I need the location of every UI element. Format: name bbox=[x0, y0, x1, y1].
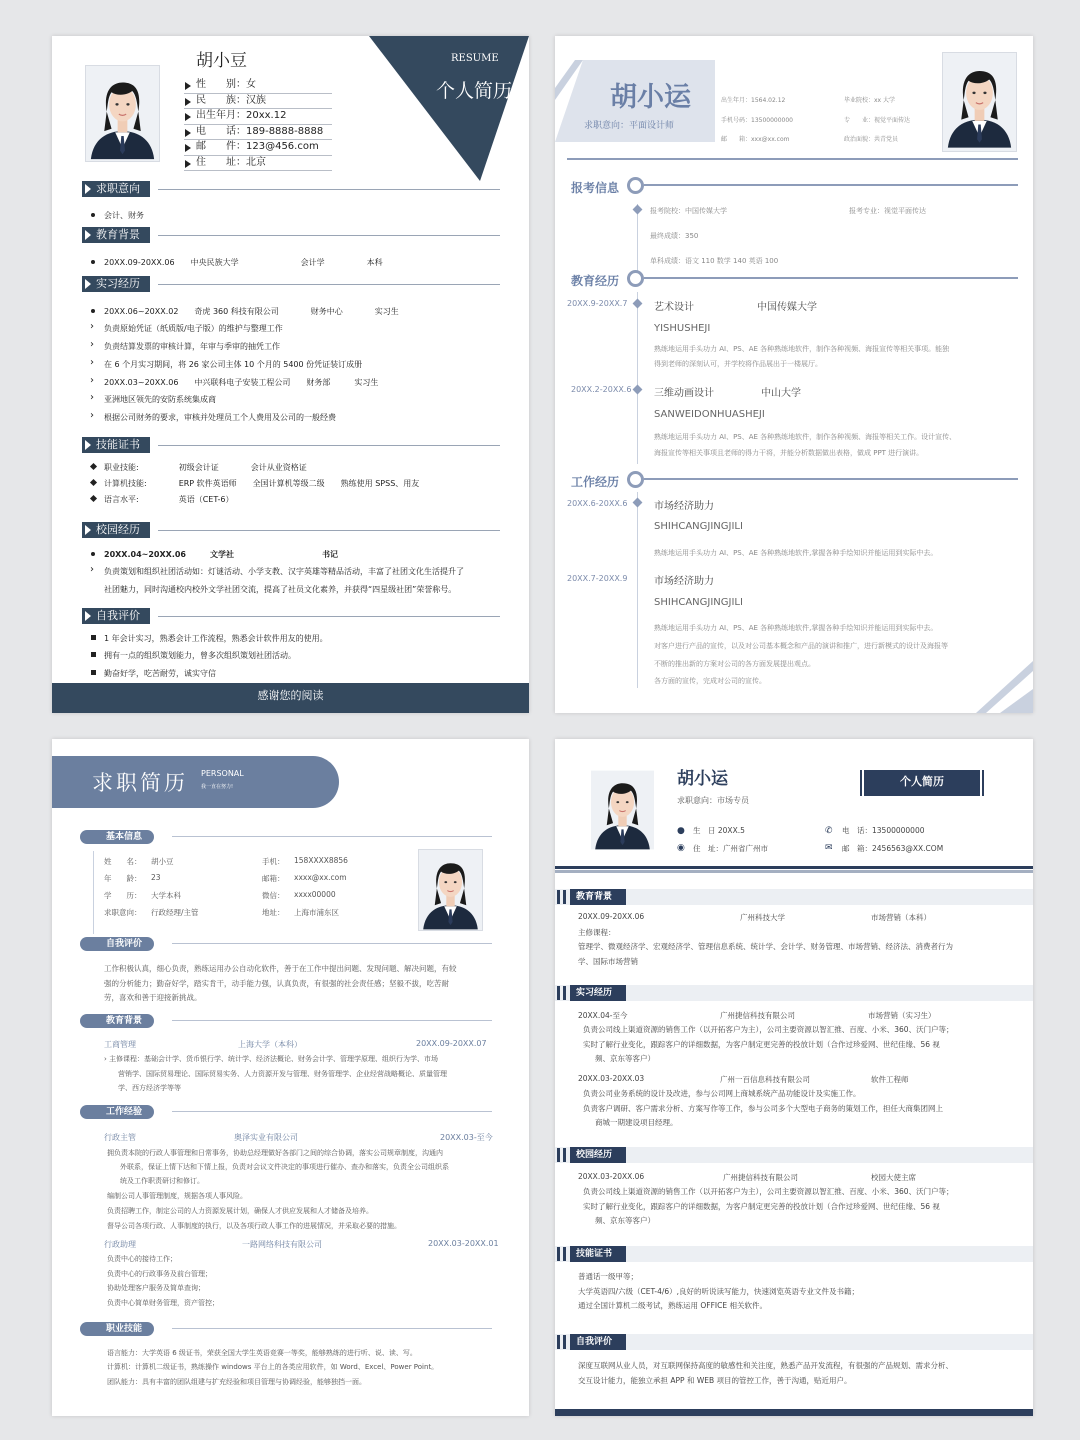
section-evaluation: 自我评价 bbox=[80, 937, 154, 951]
profile-photo bbox=[942, 52, 1017, 152]
section-internship: 实习经历 bbox=[555, 985, 1033, 1001]
edu-row: 20XX.09-20XX.06 中央民族大学 会计学 本科 bbox=[90, 257, 383, 268]
personal-info: 性 别：女 民 族：汉族 出生年月：20xx.12 电 话：189-8888-8888 邮 件：123@456.com 住 址：北京 bbox=[184, 78, 332, 171]
section-skills: 职业技能 bbox=[80, 1322, 154, 1336]
section-evaluation: 自我评价 bbox=[82, 608, 150, 624]
section-work: 工作经验 bbox=[80, 1105, 154, 1119]
phone-icon: ✆ bbox=[825, 826, 833, 836]
resume-page-4: 胡小运 求职意向：市场专员 个人简历 ● 生 日 20XX.5 ◉ 住 址：广州省广州市 ✆ 电 话：13500000000 ✉ 邮 箱：2456563@XX.COM 教育背景 20XX.09-20XX.06 广州科技大学 市场营销（本科） 主修课程： 管理学、微观经济学、宏观经济学、管理信息系统、统计学、会计学、财务管理、市场营销、经济法、消费者行为 学、国际市场营销 实习经历 20XX.04-至今 广州捷信科技有限公司 市场营销（实习生） 负责公司线上渠道资源的销售工作（以开拓客户为主），公司主要资源以智汇推、百度、小米、360、沃门户等； 实时了解行业变化，跟踪客户的详细数据，为客户制定更完善的投放计划（合作过珍爱网、世纪佳缘、56 视 频、京东等客户） 20XX.03-20XX.03 广州一百信息科技有限公司 软件工程师 负责公司业务系统的设计及改进，参与公司网上商城系统产品功能设计及实施工作。 负责客户调研、客户需求分析、方案写作等工作，参与公司多个大型电子商务的策划工作，担任大商集团网上 商城一期建设项目经理。 校园经历 20XX.03-20XX.06 广州捷信科技有限公司 校园大使主席 负责公司线上渠道资源的销售工作（以开拓客户为主），公司主要资源以智汇推、百度、小米、360、沃门户等； 实时了解行业变化，跟踪客户的详细数据，为客户制定更完善的投放计划（合作过珍爱网、世纪佳缘、56 视 频、京东等客户） 技能证书 普通话一级甲等； 大学英语四/六级（CET-4/6）,良好的听说读写能力，快速浏览英语专业文件及书籍； 通过全国计算机二级考试，熟练运用 OFFICE 相关软件。 自我评价 深度互联网从业人员，对互联网保持高度的敏感性和关注度，熟悉产品开发流程，有很强的产品规划、需求分析、 交互设计能力，能独立承担 APP 和 WEB 项目的管控工作，善于沟通，贴近用户。 bbox=[555, 739, 1033, 1416]
section-intent: 求职意向 bbox=[82, 181, 150, 197]
section-internship: 实习经历 bbox=[82, 276, 150, 292]
job-intent: 求职意向：平面设计师 bbox=[584, 121, 675, 131]
candidate-name: 胡小运 bbox=[677, 769, 728, 789]
section-exam: 报考信息 bbox=[571, 181, 620, 195]
footer-text: 感谢您的阅读 bbox=[257, 689, 324, 702]
resume-label: RESUME bbox=[451, 53, 499, 64]
mail-icon: ✉ bbox=[825, 843, 833, 853]
section-education: 教育经历 bbox=[571, 274, 620, 288]
section-basic-info: 基本信息 bbox=[80, 830, 154, 844]
slogan: 我一直在努力! bbox=[201, 784, 234, 790]
section-skills: 技能证书 bbox=[555, 1246, 1033, 1262]
resume-title: 个人简历 bbox=[900, 775, 944, 788]
profile-photo bbox=[418, 849, 483, 931]
section-education: 教育背景 bbox=[80, 1014, 154, 1028]
resume-page-2: 胡小运 求职意向：平面设计师 出生年月：1564.02.12 手机号码：13500000000 邮 箱：xxx@xx.com 毕业院校：xx 大学 专 业：视觉平面传达 政治面貌：共青党员 报考信息 报考院校：中国传媒大学 报考专业：视觉平面传达 最终成绩：350 单科成绩：语文 110 数学 140 英语 100 教育经历 20XX.9-20XX.7 艺术设计 中国传媒大学 YISHUSHEJI 熟练地运用手头功力 AI、PS、AE 各种熟练地软件，制作各种视频、海报宣传等相关事项。能独 得到老师的深刻认可，并学校将作品展出于一楼展厅。 20XX.2-20XX.6 三维动画设计 中山大学 SANWEIDONHUASHEJI 熟练地运用手头功力 AI、PS、AE 各种熟练地软件，制作各种视频、海报等相关工作。设计宣传、 海报宣传等相关事项且老师的得力干将，并能分析数据做出表格，做成 PPT 进行演讲。 工作经历 20XX.6-20XX.6 市场经济助力 SHIHCANGJINGJILI 熟练地运用手头功力 AI、PS、AE 各种熟练地软件,掌握各种手绘知识并能运用到实际中去。 20XX.7-20XX.9 市场经济助力 SHIHCANGJINGJILI 熟练地运用手头功力 AI、PS、AE 各种熟练地软件,掌握各种手绘知识并能运用到实际中去。 对客户进行产品的宣传，以及对公司基本概念和产品的演讲和推广，进行新模式的设计及海报等 不断的推出新的方案对公司的各方面发展提出观点。 各方面的宣传，完成对公司的宣传。 bbox=[555, 36, 1033, 713]
section-work: 工作经历 bbox=[571, 475, 620, 489]
candidate-name: 胡小运 bbox=[610, 82, 691, 113]
corner-decoration bbox=[960, 661, 1033, 713]
personal-label: PERSONAL bbox=[201, 769, 244, 778]
section-education: 教育背景 bbox=[82, 227, 150, 243]
profile-photo bbox=[591, 770, 654, 850]
location-icon: ◉ bbox=[677, 843, 685, 853]
birth-icon: ● bbox=[677, 826, 685, 836]
resume-page-3: 求职简历 PERSONAL 我一直在努力! 基本信息 姓 名： 胡小豆 年 龄： 23 学 历： 大学本科 求职意向： 行政经理/主管 手机： 158XXXX8856 邮箱： xxxx@xx.com 微信： xxxx00000 地址： 上海市浦东区 自我评价 工作积极认真，细心负责，熟练运用办公自动化软件，善于在工作中提出问题、发现问题、解决问题，有较 强的分析能力；勤奋好学，踏实肯干，动手能力强，认真负责，有很强的社会责任感；坚毅不拔，吃苦耐 劳，喜欢和善于迎接新挑战。 教育背景 工商管理 上海大学（本科） 20XX.09-20XX.07 › 主修课程：基础会计学、货币银行学、统计学、经济法概论、财务会计学、管理学原理、组织行为学、市场 营销学、国际贸易理论、国际贸易实务、人力资源开发与管理、财务管理学、企业经营战略概论、质量管理 学、西方经济学等等 工作经验 行政主管 奥泽实业有限公司 20XX.03-至今 拥负责本院的行政人事管理和日常事务，协助总经理做好各部门之间的综合协调，落实公司规章制度，沟通内 外联系，保证上情下达和下情上报，负责对会议文件决定的事项进行催办、查办和落实，负责全公司组织系 统及工作职责研讨和修订。 编制公司人事管理制度，规据各项人事风险。 负责招聘工作，制定公司的人力资源发展计划，确保人才供应发展和人才储备及培养。 督导公司各项行政、人事制度的执行，以及各项行政人事工作的进展情况，并采取必要的措施。 行政助理 一路网络科技有限公司 20XX.03-20XX.01 负责中心的接待工作； 负责中心的行政事务及前台管理； 协助处理客户服务及简单查询； 负责中心简单财务管理，资产管控； 职业技能 语言能力：大学英语 6 级证书，荣获全国大学生英语竞赛一等奖，能够熟练的进行听、说、读、写。 计算机：计算机二级证书，熟练操作 windows 平台上的各类应用软件，如 Word、Excel、Power Point。 团队能力：具有丰富的团队组建与扩充经验和项目管理与协调经验，能够独挡一面。 bbox=[52, 739, 529, 1416]
header-triangle bbox=[369, 36, 529, 181]
section-campus: 校园经历 bbox=[555, 1147, 1033, 1163]
job-intent: 求职意向：市场专员 bbox=[677, 796, 749, 805]
section-campus: 校园经历 bbox=[82, 522, 150, 538]
resume-page-1: 胡小豆 性 别：女 民 族：汉族 出生年月：20xx.12 电 话：189-8888-8888 邮 件：123@456.com 住 址：北京 RESUME 个人简历 求职意向 会计、财务 教育背景 20XX.09-20XX.06 中央民族大学 会计学 本科 实习经历 20XX.06~20XX.02 奇虎 360 科技有限公司 财务中心 实习生 › 负责原始凭证（纸质版/电子版）的维护与整理工作 › 负责结算发票的审核计算，年审与季审的抽凭工作 › 在 6 个月实习期间，将 26 家公司主体 10 个月的 5400 份凭证装订成册 › 20XX.03~20XX.06 中兴联科电子安装工程公司 财务部 实习生 › 亚洲地区领先的安防系统集成商 › 根据公司财务的要求，审核并处理员工个人费用及公司的一般经费 技能证书 职业技能: 初级会计证 会计从业资格证 计算机技能: ERP 软件英语师 全国计算机等级二级 熟练使用 SPSS、用友 语言水平: 英语（CET-6） 校园经历 20XX.04~20XX.06 文学社 书记 › 负责策划和组织社团活动如：灯谜活动、小学支教、汉字英雄等精品活动，丰富了社团文化生活提升了 社团魅力，同时沟通校内校外文学社团交流，提高了社员文化素养，并获得“四星级社团”荣誉称号。 自我评价 1 年会计实习，熟悉会计工作流程，熟悉会计软件用友的使用。 拥有一点的组织策划能力，曾多次组织策划社团活动。 勤奋好学，吃苦耐劳，诚实守信 感谢您的阅读 bbox=[52, 36, 529, 713]
section-education: 教育背景 bbox=[555, 889, 1033, 905]
section-skills: 技能证书 bbox=[82, 437, 150, 453]
resume-title: 求职简历 bbox=[92, 771, 188, 795]
section-evaluation: 自我评价 bbox=[555, 1334, 1033, 1350]
candidate-name: 胡小豆 bbox=[196, 51, 247, 71]
resume-title: 个人简历 bbox=[436, 80, 513, 102]
profile-photo bbox=[85, 65, 160, 162]
